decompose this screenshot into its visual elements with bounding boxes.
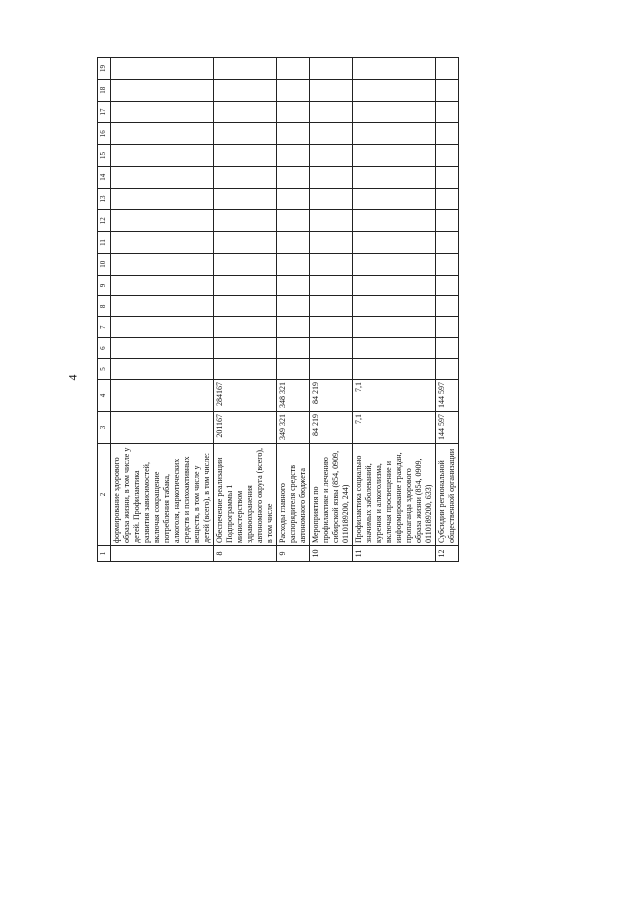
col-num: 19: [98, 58, 111, 80]
row-value-1: 144 597: [436, 411, 459, 443]
row-number: 11: [353, 546, 436, 562]
row-number: 9: [277, 546, 310, 562]
row-value-2: 348 321: [277, 379, 310, 411]
table-row: [111, 58, 214, 562]
row-name: Профилактика социально значимых заболеваний, курения и алкоголизма, включая просвещение и информирование граждан, пропаганда здорового образа жизни (854, 0909, 0110189200, 633): [353, 443, 436, 545]
budget-table: [97, 57, 459, 562]
row-value-2: [111, 379, 214, 411]
row-value-2: 144 597: [436, 379, 459, 411]
col-num: 13: [98, 188, 111, 210]
row-name: Расходы главного распорядителя средств автономного бюджета: [277, 443, 310, 545]
row-name: Субсидии региональной общественной организации: [436, 443, 459, 545]
row-value-1: 201167: [214, 411, 277, 443]
col-num: 3: [98, 411, 111, 443]
col-num: 16: [98, 123, 111, 145]
col-num: 14: [98, 166, 111, 188]
row-name: формирование здорового образа жизни, в том числе у детей. Профилактика развития зависимостей, включая сокращение потребления табака, алкоголя, наркотических средств и психоактивных веществ, в том числе у детей (всего), в том числе:: [111, 443, 214, 545]
col-num: 1: [98, 546, 111, 562]
row-name: Мероприятия по профилактике и лечению сибирской язвы (854, 0909, 0110189200, 244): [310, 443, 353, 545]
row-value-2: 84 219: [310, 379, 353, 411]
rotated-table-wrapper: [97, 64, 602, 562]
table-row: [277, 58, 310, 562]
row-value-2: 284167: [214, 379, 277, 411]
col-num: 15: [98, 145, 111, 167]
col-num: 10: [98, 253, 111, 275]
page-number: 4: [65, 374, 80, 381]
table-row: [214, 58, 277, 562]
row-number: 8: [214, 546, 277, 562]
row-value-1: [111, 411, 214, 443]
col-num: 17: [98, 101, 111, 123]
row-number: 12: [436, 546, 459, 562]
table-row: [310, 58, 353, 562]
col-num: 4: [98, 379, 111, 411]
table-row: [353, 58, 436, 562]
column-number-row: [98, 58, 111, 562]
row-name: Обеспечение реализации Подпрограммы 1 министерством здравоохранения автономного округа (всего), в том числе: [214, 443, 277, 545]
col-num: 2: [98, 443, 111, 545]
col-num: 12: [98, 210, 111, 232]
col-num: 8: [98, 296, 111, 317]
col-num: 7: [98, 317, 111, 338]
col-num: 11: [98, 232, 111, 254]
row-number: [111, 546, 214, 562]
row-number: 10: [310, 546, 353, 562]
row-value-1: 84 219: [310, 411, 353, 443]
col-num: 5: [98, 359, 111, 380]
col-num: 9: [98, 275, 111, 296]
table-row: [436, 58, 459, 562]
row-value-1: 7,1: [353, 411, 436, 443]
row-value-2: 7,1: [353, 379, 436, 411]
col-num: 6: [98, 338, 111, 359]
col-num: 18: [98, 79, 111, 101]
row-value-1: 349 321: [277, 411, 310, 443]
